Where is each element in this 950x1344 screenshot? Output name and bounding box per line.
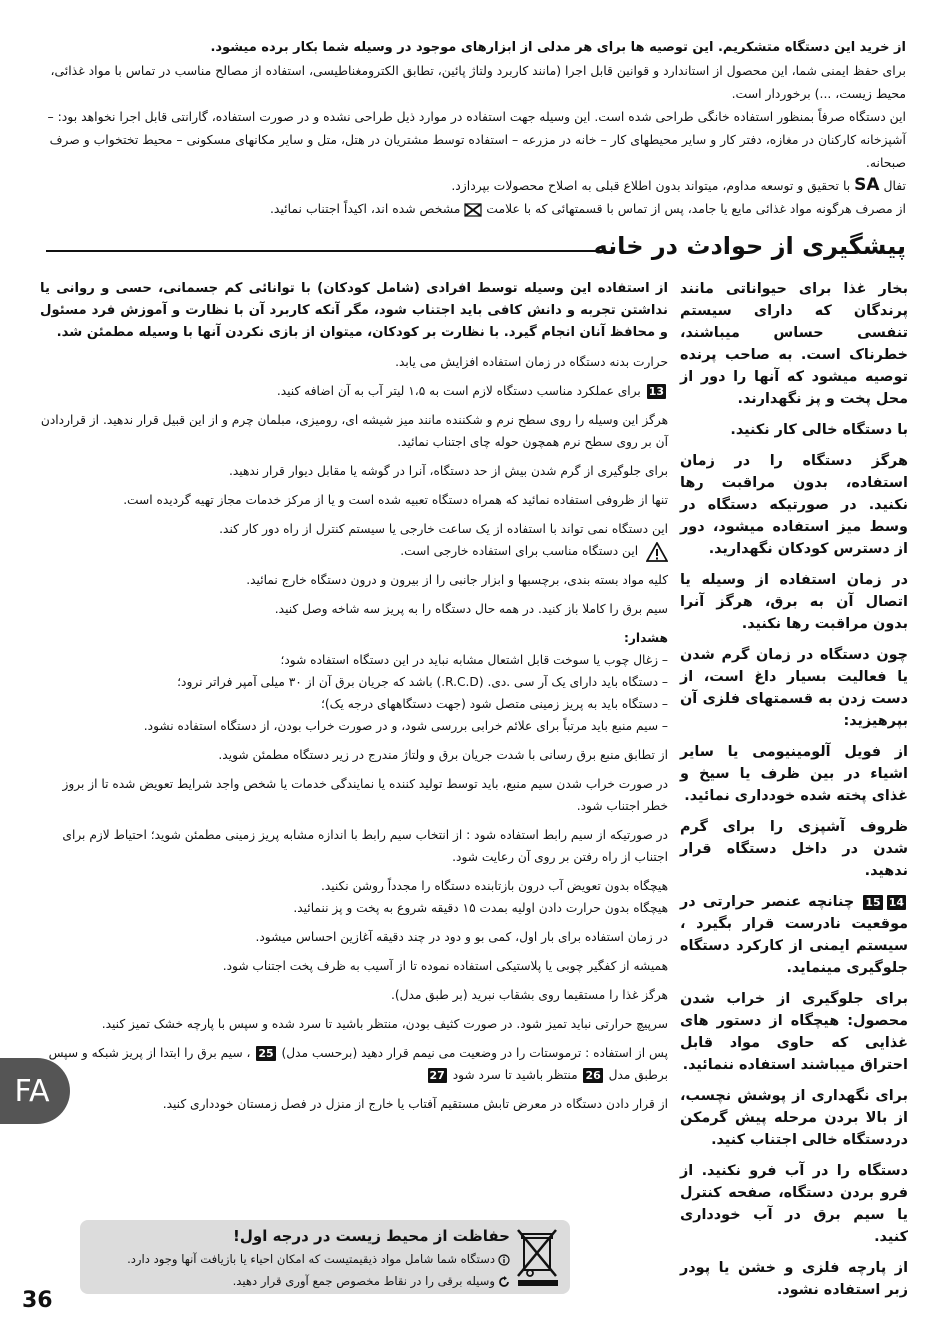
info-icon bbox=[498, 1254, 510, 1266]
right-item: هرگز دستگاه را در زمان استفاده، بدون مراقبت رها نکنید. در صورتیکه دستگاه در وسط میز استفاده میشود، دور از دسترس کودکان نگهدارید. bbox=[680, 453, 908, 557]
section-heading bbox=[40, 232, 906, 266]
after-use-text: منتظر باشید تا سرد شود bbox=[452, 1068, 578, 1082]
right-item: از فویل آلومینیومی یا سایر اشیاء در بین ظرف یا سیخ و غذای پخته شده خودداری نمائید. bbox=[680, 744, 908, 804]
warning-item: – دستگاه باید دارای یک آر سی .دی. (R.C.D.) باشد که جریان برق آن از ۳۰ میلی آمپر فراتر نرود؛ bbox=[177, 675, 668, 689]
right-item: از پارچه فلزی و خشن یا پودر زبر استفاده نشود. bbox=[680, 1260, 908, 1298]
development-text: با تحقیق و توسعه مداوم، میتواند بدون اطلاع قبلی به اصلاح محصولات بپردازد. bbox=[451, 178, 851, 193]
main-item: هرگز غذا را مستقیما روی بشقاب نبرید (بر طبق مدل). bbox=[391, 988, 668, 1002]
main-item: هرگز این وسیله را روی سطح نرم و شکننده مانند میز شیشه ای، رومیزی، مبلمان چرم و از این قبیل قرار ندهید. از قراردادن آن بر روی سطح نرم همچون حوله چای اجتناب نمائید. bbox=[40, 413, 668, 449]
main-item: در صورت خراب شدن سیم منبع، باید توسط تولید کننده یا نمایندگی خدمات یا شخص واجد شرایط تعویض شده تا از بروز خطر اجتناب شود. bbox=[62, 777, 668, 813]
warning-item: – زغال چوب یا سوخت قابل اشتعال مشابه نباید در این دستگاه استفاده شود؛ bbox=[280, 653, 668, 667]
food-contact-after: مشخص شده اند، اکیداً اجتناب نمائید. bbox=[269, 201, 461, 216]
figure-ref-badge: 27 bbox=[429, 1069, 445, 1082]
figure-ref-badge: 15 bbox=[865, 895, 881, 909]
section-title: پیشگیری از حوادث در خانه bbox=[593, 232, 906, 260]
main-item: در زمان استفاده برای بار اول، کمی بو و دود در چند دقیقه آغازین احساس میشود. bbox=[255, 930, 668, 944]
main-item-text: این دستگاه مناسب برای استفاده خارجی است. bbox=[400, 544, 639, 558]
figure-ref-badge: 25 bbox=[258, 1047, 274, 1060]
intro-block bbox=[40, 36, 906, 220]
main-item-text: برای عملکرد مناسب دستگاه لازم است به ۱،۵ لیتر آب به آن اضافه کنید. bbox=[276, 384, 641, 398]
main-column bbox=[40, 278, 668, 1122]
main-item: از تطابق منبع برق رسانی با شدت جریان برق و ولتاژ مندرج در زیر دستگاه مطمئن شوید. bbox=[218, 748, 668, 762]
right-item: ظروف آشپزی را برای گرم شدن در داخل دستگاه قرار ندهید. bbox=[680, 819, 908, 879]
right-item: دستگاه را در آب فرو نکنید. از فرو بردن دستگاه، صفحه کنترل یا سیم برق در آب خودداری کنید. bbox=[680, 1163, 908, 1245]
main-item: از قرار دادن دستگاه در معرض تابش مستقیم آفتاب یا خارج از منزل در فصل زمستان خودداری کنید. bbox=[162, 1097, 668, 1111]
environment-line bbox=[90, 1248, 510, 1270]
main-item: سیم برق را کاملا باز کنید. در همه حال دستگاه را به پریز سه شاخه وصل کنید. bbox=[274, 602, 668, 616]
main-item: کلیه مواد بسته بندی، برچسبها و ابزار جانبی را از بیرون و درون دستگاه خارج نمائید. bbox=[246, 573, 668, 587]
intro-safety: برای حفظ ایمنی شما، این محصول از استاندارد و قوانین قابل اجرا (مانند کاربرد ولتاژ پائین، تطابق الکترومغناطیسی، استفاده از مصالح مناسب در تماس با مواد غذائی، محیط زیست، ...) برخوردار است. bbox=[50, 63, 906, 101]
crossed-bin-icon bbox=[514, 1226, 562, 1288]
warning-title: هشدار: bbox=[624, 631, 668, 645]
main-item: هیچگاه بدون حرارت دادن اولیه بمدت ۱۵ دقیقه شروع به پخت و پز ننمائید. bbox=[293, 901, 668, 915]
environment-box bbox=[80, 1220, 570, 1294]
environment-line-text: دستگاه شما شامل مواد ذیقیمتیست که امکان احیاء یا بازیافت آنها وجود دارد. bbox=[127, 1252, 495, 1266]
right-item: بخار غذا برای حیواناتی مانند پرندگان که دارای سیستم تنفسی حساس میباشند، خطرناک است. به صاحب پرنده توصیه میشود که آنها را دور از محل پخت و پز نگهدارند. bbox=[680, 281, 908, 407]
main-item: در صورتیکه از سیم رابط استفاده شود : از انتخاب سیم رابط با اندازه مشابه پریز زمینی مطمئن شوید؛ احتیاط لازم برای اجتناب از راه رفتن بر روی آن رعایت شود. bbox=[62, 828, 668, 864]
right-item-text: چنانچه عنصر حرارتی در موقعیت نادرست قرار بگیرد ، سیستم ایمنی از کارکرد دستگاه جلوگیری مینماید. bbox=[680, 894, 908, 976]
main-item: تنها از ظروفی استفاده نمائید که همراه دستگاه تعبیه شده است و یا از مرکز خدمات مجاز تهیه گردیده است. bbox=[123, 493, 668, 507]
right-item: برای نگهداری از پوشش نچسب، از بالا بردن مرحله پیش گرمکن دردستگاه خالی اجتناب کنید. bbox=[680, 1088, 908, 1148]
right-item-heating-element bbox=[680, 891, 908, 979]
main-item: هیچگاه بدون تعویض آب درون بازتابنده دستگاه را مجدداً روشن نکنید. bbox=[320, 879, 668, 893]
no-food-contact-icon bbox=[464, 203, 482, 217]
brand-mark: SA bbox=[854, 175, 880, 195]
language-tab: FA bbox=[0, 1058, 70, 1124]
figure-ref-badge: 26 bbox=[585, 1069, 601, 1082]
brand-prefix: تفال bbox=[883, 178, 906, 193]
main-item: همیشه از کفگیر چوبی یا پلاستیکی استفاده نموده تا از آسیب به ظرف پخت اجتناب شود. bbox=[222, 959, 668, 973]
main-item: برای جلوگیری از گرم شدن بیش از حد دستگاه، آنرا در گوشه یا مقابل دیوار قرار ندهید. bbox=[229, 464, 668, 478]
after-use-text: پس از استفاده : ترموستات را در وضعیت می نیمم قرار دهید (برحسب مدل) bbox=[281, 1046, 668, 1060]
warning-triangle-icon bbox=[646, 542, 668, 562]
warning-item: – دستگاه باید به پریز زمینی متصل شود (جهت دستگاههای درجه یک)؛ bbox=[320, 697, 668, 711]
environment-line-text: وسیله برقی را در نقاط مخصوص جمع آوری قرار دهید. bbox=[232, 1274, 495, 1288]
recycle-icon bbox=[498, 1276, 510, 1288]
intro-food-contact bbox=[40, 197, 906, 220]
main-item-water bbox=[40, 380, 668, 402]
main-item-after-use bbox=[40, 1042, 668, 1086]
right-item: چون دستگاه در زمان گرم شدن یا فعالیت بسیار داغ است، از دست زدن به قسمتهای فلزی آن بپرهیزید: bbox=[680, 647, 908, 729]
right-item: در زمان استفاده از وسیله یا اتصال آن به برق، هرگز آنرا بدون مراقبت رها نکنید. bbox=[680, 572, 908, 632]
intro-development bbox=[40, 174, 906, 197]
food-contact-before: از مصرف هرگونه مواد غذائی مایع یا جامد، پس از تماس با قسمتهائی که با علامت bbox=[486, 201, 906, 216]
after-use-text: ، سیم برق را ابتدا از پریز شبکه و سپس برطبق مدل bbox=[48, 1046, 668, 1082]
right-column bbox=[680, 278, 908, 1310]
main-supervision: از استفاده این وسیله توسط افرادی (شامل کودکان) با توانائی کم جسمانی، حسی و روانی یا نداشتن تجربه و دانش کافی باید اجتناب شود، مگر آنکه کاربرد آن با نظارت و آموزش فرد مسئول و محافظ آنان انجام گیرد. با نظارت بر کودکان، میتوان از بازی نکردن آنها با وسیله مطمئن شد. bbox=[40, 281, 668, 340]
figure-ref-badge: 13 bbox=[648, 385, 664, 398]
environment-line bbox=[90, 1270, 510, 1292]
right-item: با دستگاه خالی کار نکنید. bbox=[730, 422, 908, 438]
main-item: حرارت بدنه دستگاه در زمان استفاده افزایش می یابد. bbox=[395, 355, 668, 369]
warning-item: – سیم منبع باید مرتباً برای علائم خرابی بررسی شود، و در صورت خراب بودن، از دستگاه استفاده نشود. bbox=[143, 719, 668, 733]
figure-ref-badge: 14 bbox=[888, 895, 904, 909]
main-item-outdoor bbox=[40, 540, 668, 562]
main-item: سرپیچ حرارتی نباید تمیز شود. در صورت کثیف بودن، منتظر باشید تا سرد شده و سپس با پارچه خشک تمیز کنید. bbox=[101, 1017, 668, 1031]
environment-texts bbox=[90, 1224, 510, 1292]
heading-rule bbox=[46, 250, 606, 252]
page-number: 36 bbox=[22, 1288, 53, 1313]
environment-title: حفاظت از محیط زیست در درجه اول! bbox=[233, 1227, 510, 1245]
intro-thanks: از خرید این دستگاه متشکریم. این توصیه ها برای هر مدلی از ابزارهای موجود در وسیله شما بکار برده میشود. bbox=[210, 40, 906, 55]
main-item: این دستگاه نمی تواند با استفاده از یک ساعت خارجی یا سیستم کنترل از راه دور کار کند. bbox=[219, 522, 668, 536]
intro-household-use: این دستگاه صرفاً بمنظور استفاده خانگی طراحی شده است. این وسیله جهت استفاده در موارد ذیل طراحی نشده و در صورت استفاده، گارانتی قابل اجرا نخواهد بود: – آشپزخانه کارکنان در مغازه، دفتر کار و سایر محیطهای کار – خانه در مزرعه – استفاده توسط مشتریان در هتل، متل و سایر مکانهای مسکونی – محیط تختخواب و صرف صبحانه. bbox=[47, 109, 906, 170]
right-item: برای جلوگیری از خراب شدن محصول: هیچگاه از دستور های غذایی که حاوی مواد قابل احتراق میباشند استفاده ننمائید. bbox=[680, 991, 908, 1073]
